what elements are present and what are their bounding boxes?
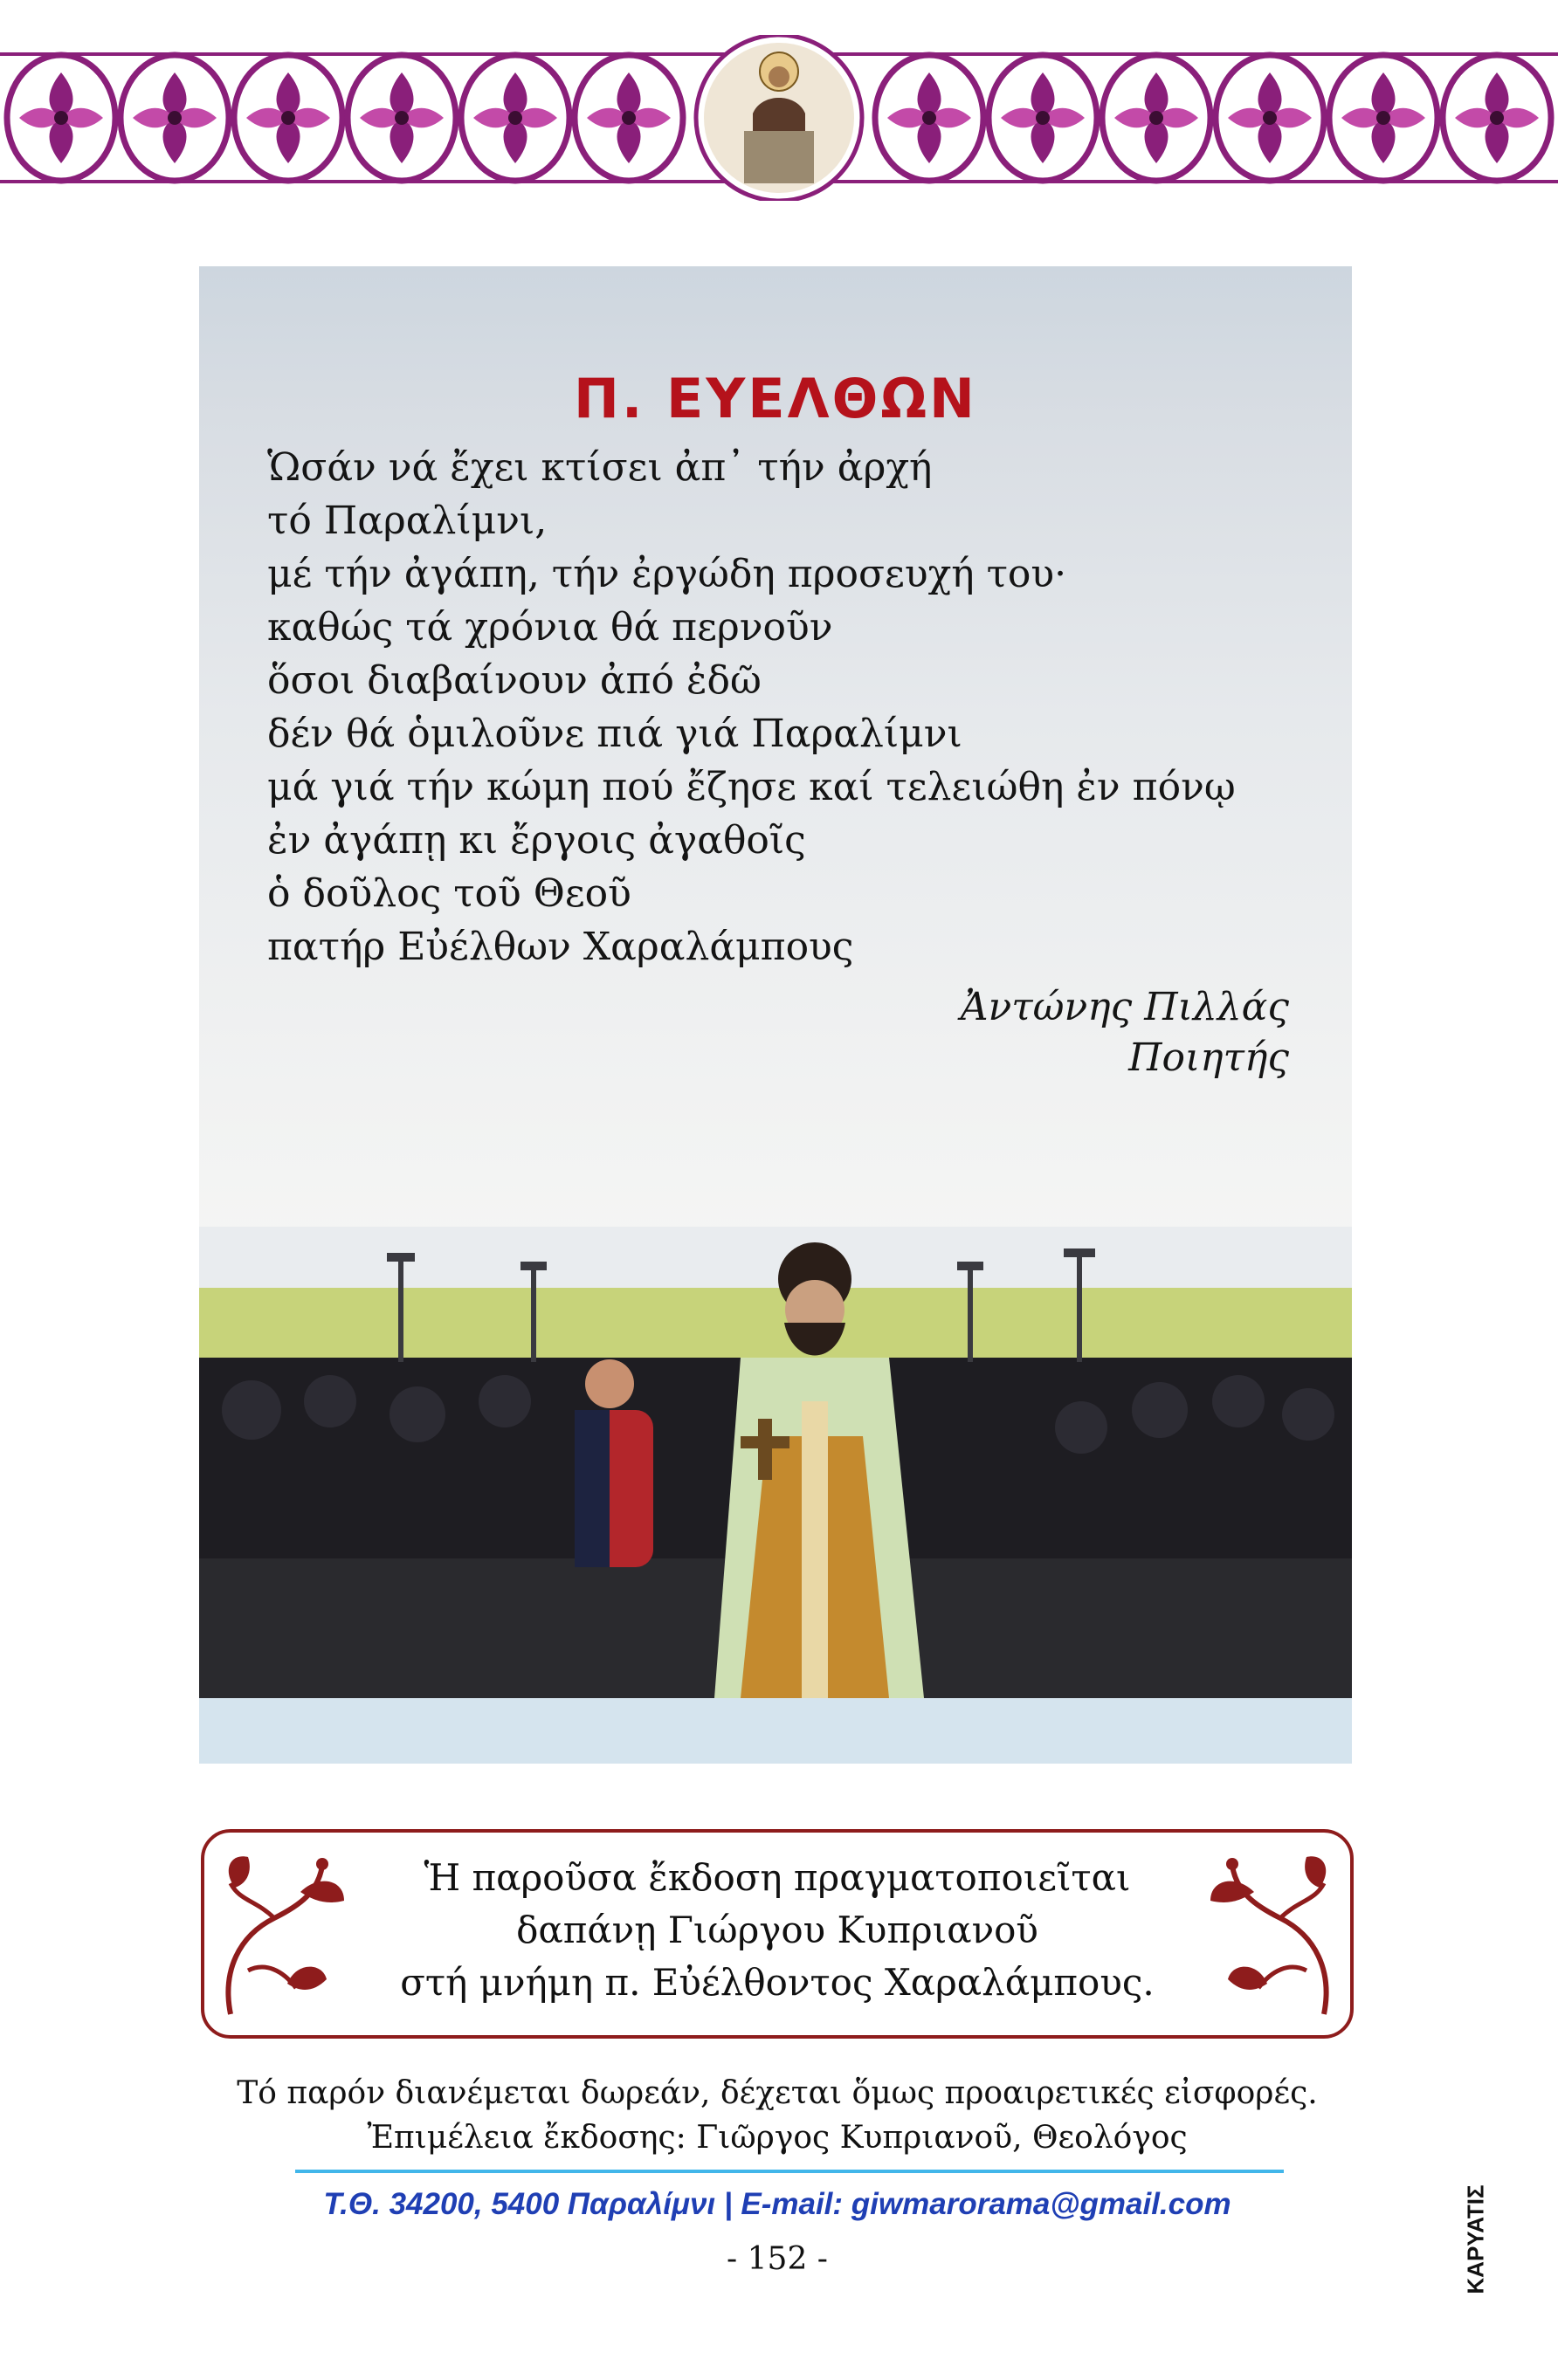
poem-line: τό Παραλίμνι,	[267, 499, 548, 543]
poem-line: ὅσοι διαβαίνουν ἀπό ἐδῶ	[267, 658, 762, 703]
ornamental-header-banner	[0, 35, 1558, 201]
side-label-text: ΚΑΡΥΑΤΙΣ	[1462, 2184, 1489, 2294]
side-label	[1450, 2184, 1502, 2294]
poem-line: ἐν ἀγάπῃ κι ἔργοις ἀγαθοῖς	[267, 818, 806, 863]
poem-line: Ὡσάν νά ἔχει κτίσει ἀπ᾽ τήν ἀρχή	[267, 445, 933, 490]
procession-photo	[199, 1227, 1352, 1764]
author-name: Ἀντώνης Πιλλάς	[960, 985, 1289, 1029]
dedication-text	[353, 1852, 1202, 2009]
dedication-line: στή μνήμη π. Εὐέλθοντος Χαραλάμπους.	[400, 1961, 1155, 2004]
floral-flourish-left-icon	[213, 1840, 353, 2032]
poem-line: μέ τήν ἀγάπη, τήν ἐργώδη προσευχή του·	[267, 552, 1067, 596]
poem-line: μά γιά τήν κώμη πού ἔζησε καί τελειώθη ἐν πόνῳ	[267, 765, 1236, 809]
poem-line: δέν θά ὁμιλοῦνε πιά γιά Παραλίμνι	[267, 712, 962, 756]
poem-title: Π. ΕΥΕΛΘΩΝ	[574, 367, 977, 430]
poem-line: καθώς τά χρόνια θά περνοῦν	[267, 605, 833, 650]
poem-text	[267, 441, 1236, 973]
contact-line: Τ.Θ. 34200, 5400 Παραλίμνι | E-mail: giwmarorama@gmail.com	[323, 2187, 1231, 2221]
distribution-notice	[201, 2071, 1354, 2160]
poem-line: πατήρ Εὐέλθων Χαραλάμπους	[267, 925, 854, 969]
page-number: - 152 -	[727, 2241, 828, 2277]
contact-divider	[295, 2170, 1284, 2173]
poem-photo-panel	[199, 266, 1352, 1764]
saint-icon-medallion	[696, 35, 862, 201]
poem-author	[961, 982, 1289, 1083]
dedication-line: Ἡ παροῦσα ἔκδοση πραγματοποιεῖται	[424, 1856, 1131, 1899]
distribution-line: Τό παρόν διανέμεται δωρεάν, δέχεται ὅμως προαιρετικές εἰσφορές.	[237, 2075, 1318, 2111]
editor-line: Ἐπιμέλεια ἔκδοσης: Γιῶργος Κυπριανοῦ, Θεολόγος	[367, 2120, 1188, 2156]
floral-flourish-right-icon	[1202, 1840, 1341, 2032]
dedication-line: δαπάνῃ Γιώργου Κυπριανοῦ	[516, 1909, 1038, 1951]
author-role: Ποιητής	[1128, 1035, 1289, 1080]
dedication-frame	[201, 1829, 1354, 2039]
poem-line: ὁ δοῦλος τοῦ Θεοῦ	[267, 871, 631, 916]
